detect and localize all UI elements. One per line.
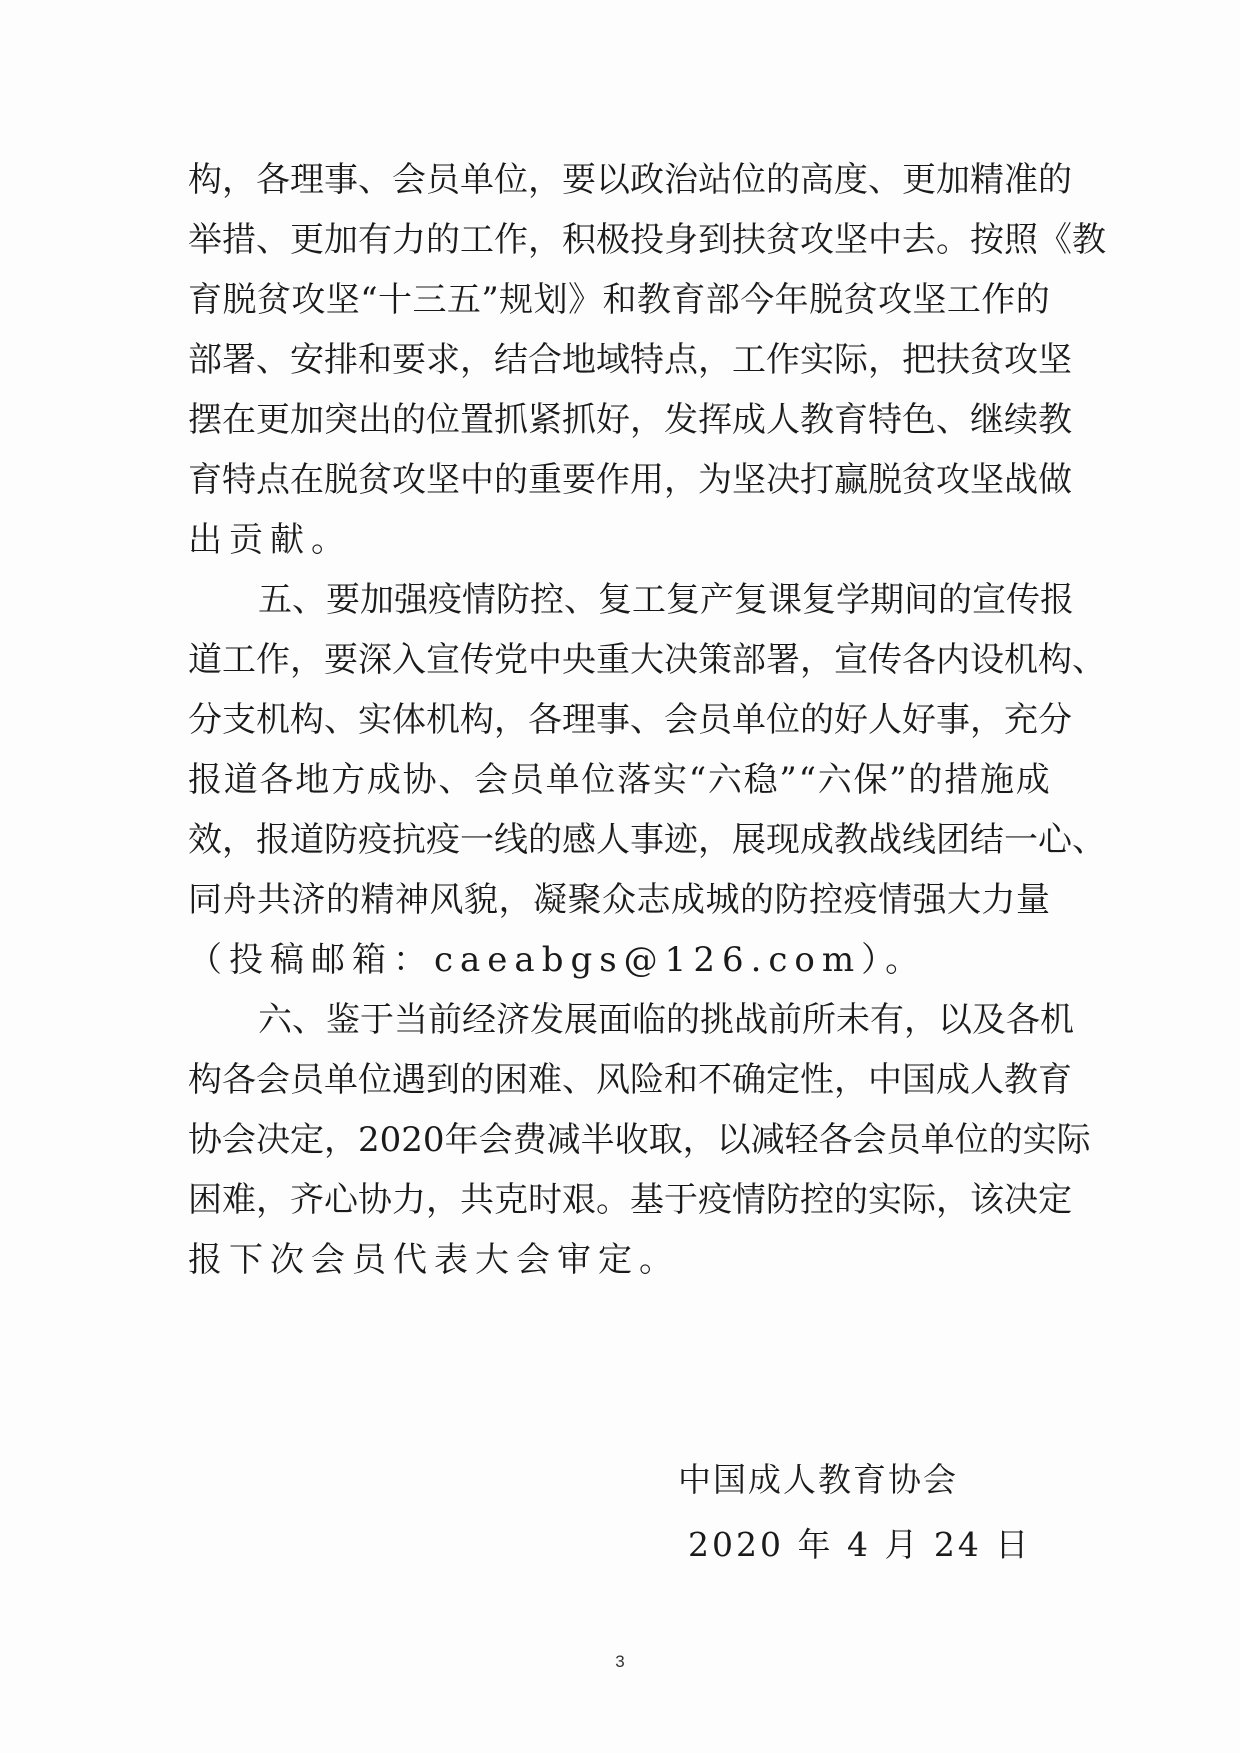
paragraph-line: 部 署 、 安 排 和 要 求 ， 结 合 地 域 特 点 ， 工 作 实 际 ， 把 扶 贫 攻 坚 — [188, 340, 1072, 380]
paragraph-line: 摆 在 更 加 突 出 的 位 置 抓 紧 抓 好 ， 发 挥 成 人 教 育 特 色 、 继 续 教 — [188, 400, 1072, 440]
paragraph-line: 育 脱 贫 攻 坚 “ 十 三 五 ” 规 划 》 和 教 育 部 今 年 脱 贫 攻 坚 工 作 的 — [188, 280, 1050, 320]
paragraph-line: 同 舟 共 济 的 精 神 风 貌 ， 凝 聚 众 志 成 城 的 防 控 疫 情 强 大 力 量 — [188, 880, 1050, 920]
paragraph-line: 报下次会员代表大会审定。 — [188, 1240, 680, 1280]
paragraph-line: 构 ， 各 理 事 、 会 员 单 位 ， 要 以 政 治 站 位 的 高 度 、 更 加 精 准 的 — [188, 160, 1072, 200]
signature-organization: 中国成人教育协会 — [678, 1460, 958, 1499]
paragraph-line: 五 、 要 加 强 疫 情 防 控 、 复 工 复 产 复 课 复 学 期 间 的 宣 传 报 — [258, 580, 1074, 620]
paragraph — [188, 990, 1091, 1290]
paragraph-line: 举 措 、 更 加 有 力 的 工 作 ， 积 极 投 身 到 扶 贫 攻 坚 中 去 。 按 照 《 教 — [188, 220, 1106, 260]
paragraph — [188, 570, 1106, 990]
paragraph-line: 困 难 ， 齐 心 协 力 ， 共 克 时 艰 。 基 于 疫 情 防 控 的 实 际 ， 该 决 定 — [188, 1180, 1072, 1220]
signature-date: 2020 年 4 月 24 日 — [688, 1525, 1032, 1564]
paragraph — [188, 150, 1106, 570]
paragraph-line: 协 会 决 定 ， 2 0 2 0 年 会 费 减 半 收 取 ， 以 减 轻 各 会 员 单 位 的 实 际 — [188, 1120, 1091, 1160]
paragraph-line: 分 支 机 构 、 实 体 机 构 ， 各 理 事 、 会 员 单 位 的 好 人 好 事 ， 充 分 — [188, 700, 1072, 740]
body-text — [188, 150, 1106, 1290]
paragraph-line: 报 道 各 地 方 成 协 、 会 员 单 位 落 实 “ 六 稳 ” “ 六 保 ” 的 措 施 成 — [188, 760, 1050, 800]
page-number: 3 — [615, 1652, 625, 1671]
paragraph-line: 效 ， 报 道 防 疫 抗 疫 一 线 的 感 人 事 迹 ， 展 现 成 教 战 线 团 结 一 心 、 — [188, 820, 1106, 860]
paragraph-line: 出贡献。 — [188, 520, 352, 560]
paragraph-line: 构 各 会 员 单 位 遇 到 的 困 难 、 风 险 和 不 确 定 性 ， 中 国 成 人 教 育 — [188, 1060, 1072, 1100]
paragraph-line: 育 特 点 在 脱 贫 攻 坚 中 的 重 要 作 用 ， 为 坚 决 打 赢 脱 贫 攻 坚 战 做 — [188, 460, 1072, 500]
paragraph-line: 六 、 鉴 于 当 前 经 济 发 展 面 临 的 挑 战 前 所 未 有 ， 以 及 各 机 — [258, 1000, 1074, 1040]
paragraph-line: 道 工 作 ， 要 深 入 宣 传 党 中 央 重 大 决 策 部 署 ， 宣 传 各 内 设 机 构 、 — [188, 640, 1106, 680]
paragraph-line: （投稿邮箱：caeabgs@126.com）。 — [188, 940, 927, 980]
